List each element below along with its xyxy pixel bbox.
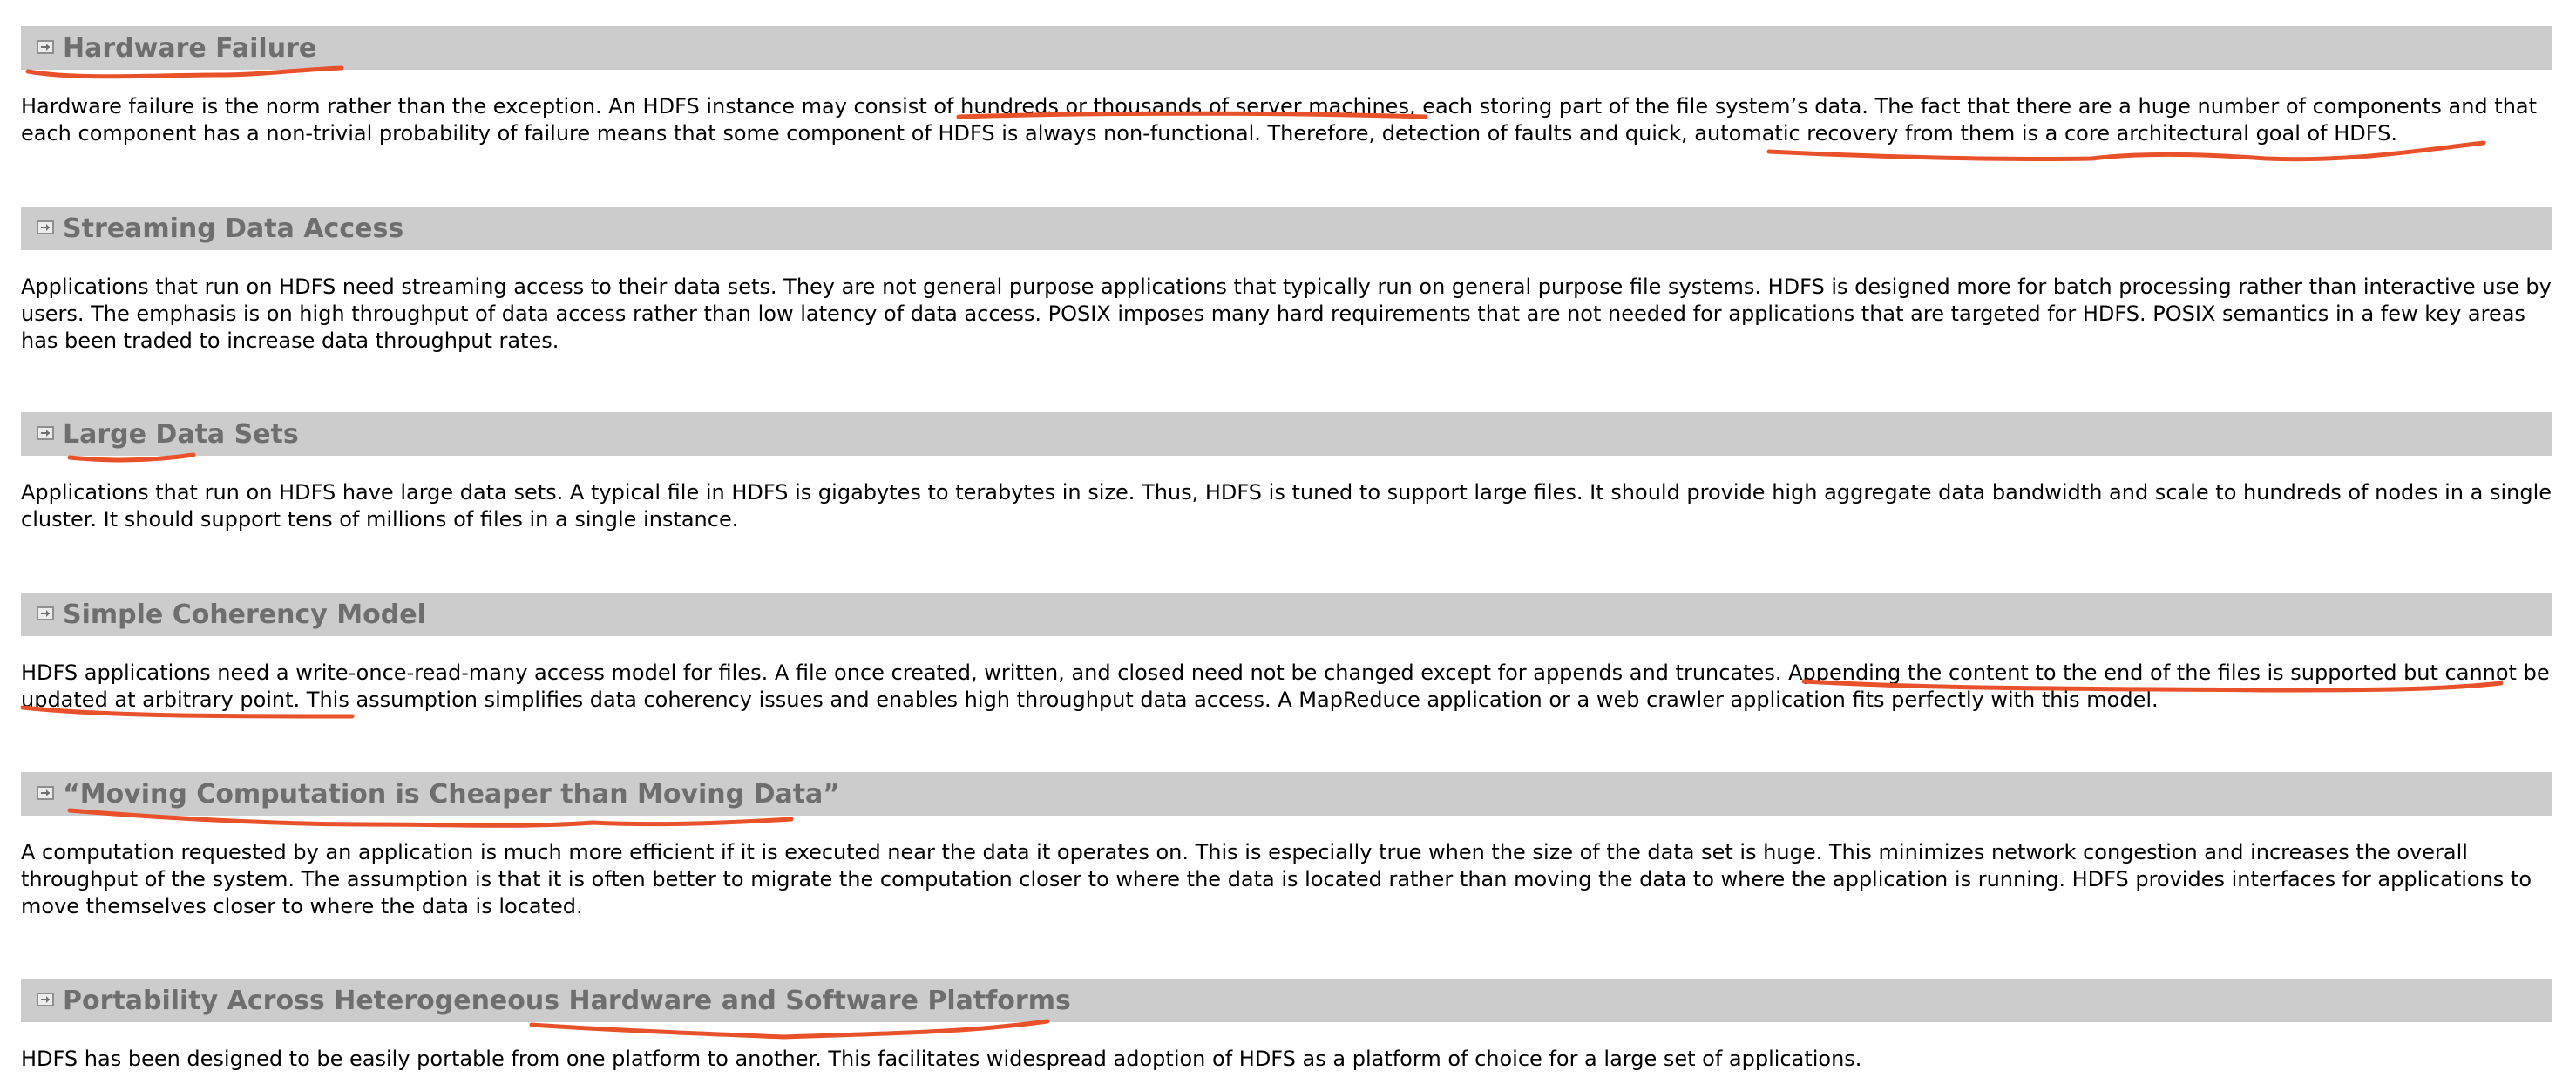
section-heading: “Moving Computation is Cheaper than Moving Data” xyxy=(63,779,841,810)
section-body: Applications that run on HDFS need streaming access to their data sets. They are not general purpose applications that typically run on general purpose file systems. HDFS is designed more for batch processing rather than interactive use by users. The emphasis is on high throughput of data access rather than low latency of data access. POSIX imposes many hard requirements that are not needed for applications that are targeted for HDFS. POSIX semantics in a few key areas has been traded to increase data throughput rates. xyxy=(21,274,2552,353)
section-heading: Streaming Data Access xyxy=(63,213,404,244)
section-header-simple-coherency-model[interactable] xyxy=(21,593,2552,636)
section-header-moving-computation[interactable] xyxy=(21,772,2552,816)
section-body: Applications that run on HDFS have large data sets. A typical file in HDFS is gigabytes to terabytes in size. Thus, HDFS is tuned to support large files. It should provide high aggregate data bandwidth and scale to hundreds of nodes in a single cluster. It should support tens of millions of files in a single instance. xyxy=(21,480,2552,532)
section-header-hardware-failure[interactable] xyxy=(21,26,2552,70)
underline-hardware-software-platforms xyxy=(532,1021,1047,1037)
section-heading: Large Data Sets xyxy=(63,419,299,450)
section-heading: Simple Coherency Model xyxy=(63,600,426,630)
section-body: HDFS applications need a write-once-read-many access model for files. A file once created, written, and closed need not be changed except for appends and truncates. Appending the content to the end of the files is supported but cannot be updated at arbitrary point. This assumption simplifies data coherency issues and enables high throughput data access. A MapReduce application or a web crawler application fits perfectly with this model. xyxy=(21,661,2550,712)
expand-icon[interactable] xyxy=(37,786,54,800)
section-body: HDFS has been designed to be easily portable from one platform to another. This facilitates widespread adoption of HDFS as a platform of choice for a large set of applications. xyxy=(21,1047,1862,1071)
section-header-portability[interactable] xyxy=(21,979,2552,1022)
section-body: Hardware failure is the norm rather than the exception. An HDFS instance may consist of hundreds or thousands of server machines, each storing part of the file system’s data. The fact that there are a huge number of components and that each component has a non-trivial probability of failure means that some component of HDFS is always non-functional. Therefore, detection of faults and quick, automatic recovery from them is a core architectural goal of HDFS. xyxy=(21,94,2538,146)
expand-icon[interactable] xyxy=(37,426,54,440)
expand-icon[interactable] xyxy=(37,993,54,1006)
expand-icon[interactable] xyxy=(37,40,54,54)
section-header-large-data-sets[interactable] xyxy=(21,412,2552,456)
expand-icon[interactable] xyxy=(37,220,54,234)
section-header-streaming-data-access[interactable] xyxy=(21,207,2552,250)
section-heading: Hardware Failure xyxy=(63,33,317,64)
expand-icon[interactable] xyxy=(37,606,54,620)
section-body: A computation requested by an application is much more efficient if it is executed near the data it operates on. This is especially true when the size of the data set is huge. This minimizes network congestion and increases the overall throughput of the system. The assumption is that it is often better to migrate the computation closer to where the data is located rather than moving the data to where the application is running. HDFS provides interfaces for applications to move themselves closer to where the data is located. xyxy=(21,840,2532,918)
section-heading: Portability Across Heterogeneous Hardware and Software Platforms xyxy=(63,986,1071,1016)
